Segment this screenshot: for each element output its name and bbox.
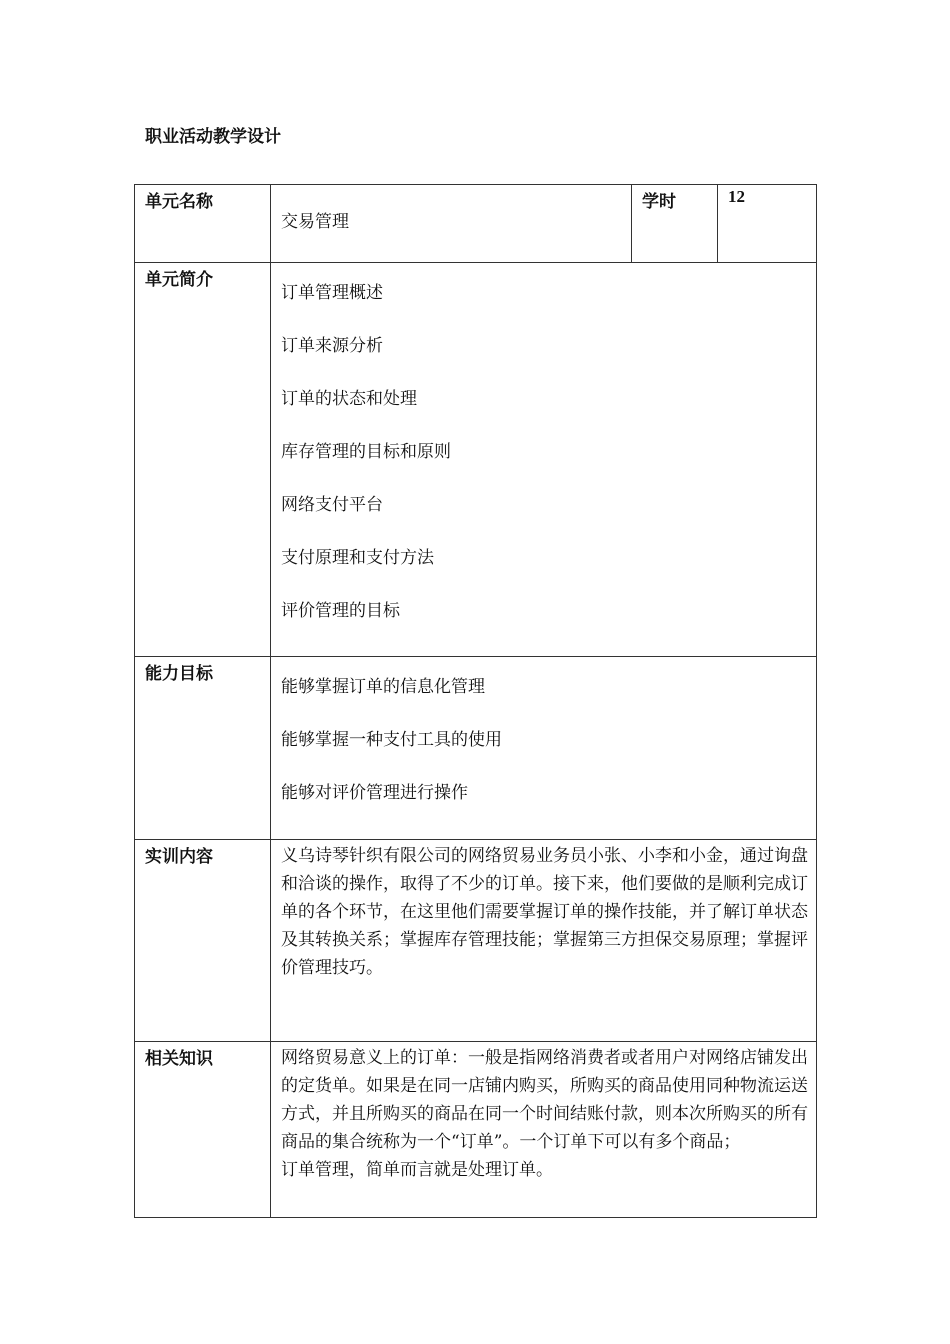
unit-intro-list xyxy=(271,263,817,657)
knowledge-paragraph: 订单管理，简单而言就是处理订单。 xyxy=(281,1160,553,1180)
training-content-label: 实训内容 xyxy=(135,840,271,1042)
ability-item: 能够对评价管理进行操作 xyxy=(281,783,468,803)
intro-item: 库存管理的目标和原则 xyxy=(281,442,451,462)
ability-goals-row xyxy=(135,657,817,840)
unit-intro-label: 单元简介 xyxy=(135,263,271,657)
training-content-row xyxy=(135,840,817,1042)
related-knowledge-row xyxy=(135,1042,817,1218)
unit-name-label: 单元名称 xyxy=(135,185,271,263)
intro-item: 支付原理和支付方法 xyxy=(281,548,434,568)
intro-item: 订单来源分析 xyxy=(281,336,383,356)
intro-item: 订单管理概述 xyxy=(281,283,383,303)
ability-goals-list xyxy=(271,657,817,840)
ability-goals-label: 能力目标 xyxy=(135,657,271,840)
unit-name-value: 交易管理 xyxy=(271,185,632,263)
hours-value: 12 xyxy=(718,185,817,263)
hours-label: 学时 xyxy=(632,185,718,263)
training-content-text xyxy=(271,840,817,1042)
training-paragraph: 义乌诗琴针织有限公司的网络贸易业务员小张、小李和小金，通过询盘和洽谈的操作，取得了不少的订单。接下来，他们要做的是顺利完成订单的各个环节，在这里他们需要掌握订单的操作技能，并了解订单状态及其转换关系；掌握库存管理技能；掌握第三方担保交易原理；掌握评价管理技巧。 xyxy=(281,846,808,978)
intro-item: 网络支付平台 xyxy=(281,495,383,515)
knowledge-paragraph: 网络贸易意义上的订单：一般是指网络消费者或者用户对网络店铺发出的定货单。如果是在同一店铺内购买，所购买的商品使用同种物流运送方式，并且所购买的商品在同一个时间结账付款，则本次所购买的所有商品的集合统称为一个“订单”。一个订单下可以有多个商品； xyxy=(281,1048,808,1152)
document-title: 职业活动教学设计 xyxy=(145,127,281,147)
intro-item: 评价管理的目标 xyxy=(281,601,400,621)
related-knowledge-text xyxy=(271,1042,817,1218)
related-knowledge-label: 相关知识 xyxy=(135,1042,271,1218)
ability-item: 能够掌握订单的信息化管理 xyxy=(281,677,485,697)
ability-item: 能够掌握一种支付工具的使用 xyxy=(281,730,502,750)
unit-name-row xyxy=(135,185,817,263)
intro-item: 订单的状态和处理 xyxy=(281,389,417,409)
lesson-design-table xyxy=(134,184,817,1218)
unit-intro-row xyxy=(135,263,817,657)
